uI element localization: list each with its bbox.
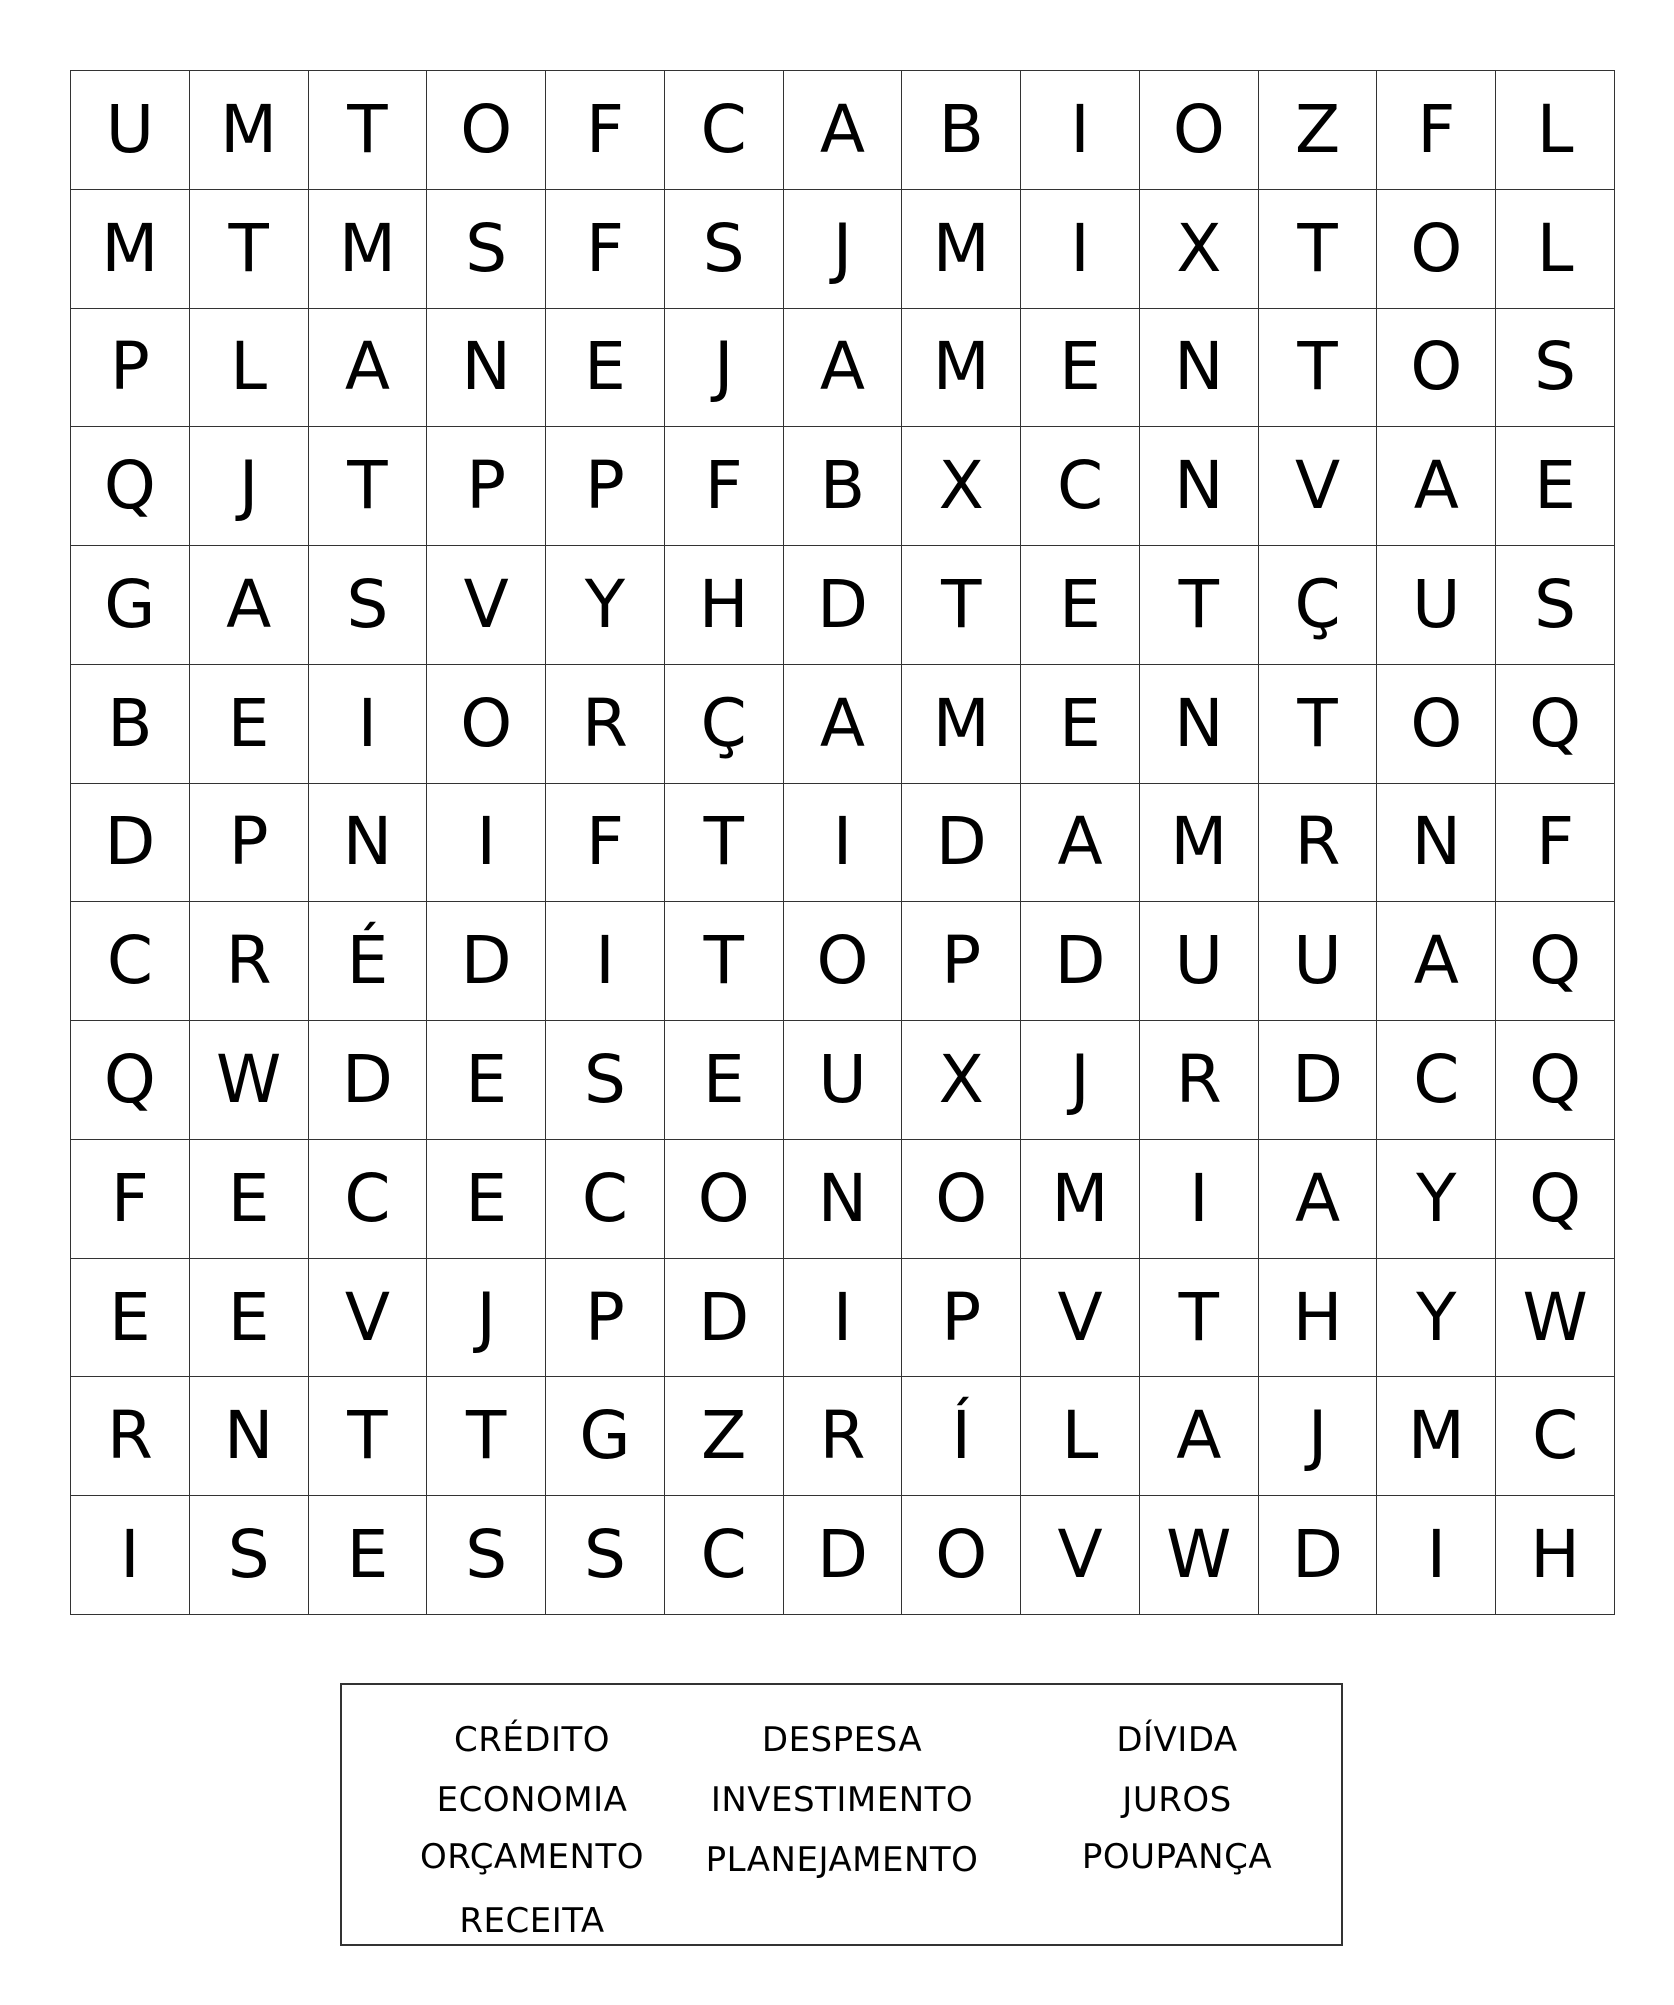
grid-cell[interactable]: I <box>784 784 903 903</box>
grid-cell[interactable]: T <box>309 1377 428 1496</box>
grid-cell[interactable]: A <box>190 546 309 665</box>
grid-cell[interactable]: S <box>665 190 784 309</box>
grid-cell[interactable]: M <box>902 309 1021 428</box>
grid-cell[interactable]: J <box>665 309 784 428</box>
grid-cell[interactable]: E <box>1496 427 1615 546</box>
grid-cell[interactable]: Z <box>665 1377 784 1496</box>
grid-cell[interactable]: M <box>902 665 1021 784</box>
grid-cell[interactable]: N <box>190 1377 309 1496</box>
grid-cell[interactable]: E <box>1021 309 1140 428</box>
grid-cell[interactable]: A <box>1021 784 1140 903</box>
grid-cell[interactable]: T <box>190 190 309 309</box>
grid-cell[interactable]: D <box>71 784 190 903</box>
grid-cell[interactable]: B <box>902 71 1021 190</box>
grid-cell[interactable]: F <box>546 784 665 903</box>
grid-cell[interactable]: D <box>427 902 546 1021</box>
grid-cell[interactable]: G <box>546 1377 665 1496</box>
grid-cell[interactable]: T <box>1259 665 1378 784</box>
word-bank-item: JUROS <box>1122 1780 1232 1820</box>
grid-cell[interactable]: T <box>1259 190 1378 309</box>
grid-cell[interactable]: D <box>665 1259 784 1378</box>
grid-cell[interactable]: O <box>1377 665 1496 784</box>
grid-cell[interactable]: X <box>1140 190 1259 309</box>
grid-cell[interactable]: P <box>427 427 546 546</box>
grid-cell[interactable]: D <box>784 1496 903 1615</box>
grid-cell[interactable]: O <box>427 71 546 190</box>
grid-cell[interactable]: I <box>1021 190 1140 309</box>
grid-cell[interactable]: R <box>1259 784 1378 903</box>
word-bank-item: ORÇAMENTO <box>420 1837 644 1877</box>
grid-cell[interactable]: S <box>546 1496 665 1615</box>
grid-cell[interactable]: V <box>309 1259 428 1378</box>
grid-cell[interactable]: I <box>546 902 665 1021</box>
grid-cell[interactable]: T <box>1259 309 1378 428</box>
grid-cell[interactable]: R <box>546 665 665 784</box>
grid-cell[interactable]: Y <box>546 546 665 665</box>
grid-cell[interactable]: J <box>1021 1021 1140 1140</box>
grid-cell[interactable]: S <box>190 1496 309 1615</box>
grid-cell[interactable]: O <box>902 1496 1021 1615</box>
grid-cell[interactable]: A <box>309 309 428 428</box>
grid-cell[interactable]: C <box>665 71 784 190</box>
grid-cell[interactable]: C <box>1496 1377 1615 1496</box>
grid-cell[interactable]: O <box>784 902 903 1021</box>
grid-cell[interactable]: H <box>1259 1259 1378 1378</box>
grid-cell[interactable]: A <box>1377 902 1496 1021</box>
grid-cell[interactable]: A <box>1377 427 1496 546</box>
grid-cell[interactable]: J <box>1259 1377 1378 1496</box>
grid-cell[interactable]: F <box>1377 71 1496 190</box>
grid-cell[interactable]: P <box>546 1259 665 1378</box>
grid-cell[interactable]: V <box>1021 1496 1140 1615</box>
grid-cell[interactable]: J <box>427 1259 546 1378</box>
grid-cell[interactable]: C <box>1021 427 1140 546</box>
grid-cell[interactable]: M <box>1377 1377 1496 1496</box>
grid-cell[interactable]: L <box>1021 1377 1140 1496</box>
grid-cell[interactable]: W <box>1140 1496 1259 1615</box>
grid-cell[interactable]: E <box>309 1496 428 1615</box>
grid-cell[interactable]: M <box>1140 784 1259 903</box>
grid-cell[interactable]: T <box>427 1377 546 1496</box>
grid-cell[interactable]: Q <box>1496 902 1615 1021</box>
grid-cell[interactable]: U <box>784 1021 903 1140</box>
grid-cell[interactable]: E <box>665 1021 784 1140</box>
grid-cell[interactable]: L <box>1496 71 1615 190</box>
grid-cell[interactable]: Q <box>1496 665 1615 784</box>
grid-cell[interactable]: E <box>427 1140 546 1259</box>
grid-cell[interactable]: S <box>1496 309 1615 428</box>
grid-cell[interactable]: E <box>190 665 309 784</box>
word-bank-item: DÍVIDA <box>1116 1720 1238 1760</box>
grid-cell[interactable]: D <box>1259 1021 1378 1140</box>
grid-cell[interactable]: Y <box>1377 1259 1496 1378</box>
grid-cell[interactable]: A <box>784 71 903 190</box>
grid-cell[interactable]: M <box>71 190 190 309</box>
grid-cell[interactable]: Y <box>1377 1140 1496 1259</box>
grid-cell[interactable]: B <box>71 665 190 784</box>
grid-cell[interactable]: C <box>71 902 190 1021</box>
grid-cell[interactable]: U <box>71 71 190 190</box>
grid-cell[interactable]: V <box>1259 427 1378 546</box>
grid-cell[interactable]: D <box>784 546 903 665</box>
grid-cell[interactable]: N <box>1377 784 1496 903</box>
grid-cell[interactable]: Q <box>1496 1140 1615 1259</box>
grid-cell[interactable]: F <box>546 71 665 190</box>
grid-cell[interactable]: L <box>1496 190 1615 309</box>
grid-cell[interactable]: M <box>902 190 1021 309</box>
grid-cell[interactable]: S <box>1496 546 1615 665</box>
grid-cell[interactable]: N <box>784 1140 903 1259</box>
grid-cell[interactable]: F <box>1496 784 1615 903</box>
grid-cell[interactable]: Í <box>902 1377 1021 1496</box>
grid-cell[interactable]: T <box>309 427 428 546</box>
grid-cell[interactable]: Q <box>1496 1021 1615 1140</box>
letter-grid <box>70 70 1615 1615</box>
grid-cell[interactable]: X <box>902 1021 1021 1140</box>
grid-cell[interactable]: D <box>1021 902 1140 1021</box>
grid-cell[interactable]: T <box>665 784 784 903</box>
grid-cell[interactable]: T <box>309 71 428 190</box>
grid-cell[interactable]: S <box>309 546 428 665</box>
grid-cell[interactable]: O <box>1377 309 1496 428</box>
grid-cell[interactable]: Ç <box>1259 546 1378 665</box>
grid-cell[interactable]: A <box>784 309 903 428</box>
grid-cell[interactable]: T <box>902 546 1021 665</box>
grid-cell[interactable]: O <box>1377 190 1496 309</box>
grid-cell[interactable]: I <box>309 665 428 784</box>
grid-cell[interactable]: E <box>1021 546 1140 665</box>
grid-cell[interactable]: I <box>71 1496 190 1615</box>
word-bank-item: DESPESA <box>761 1720 923 1760</box>
grid-cell[interactable]: D <box>902 784 1021 903</box>
grid-cell[interactable]: Z <box>1259 71 1378 190</box>
grid-cell[interactable]: U <box>1377 546 1496 665</box>
grid-cell[interactable]: H <box>1496 1496 1615 1615</box>
grid-cell[interactable]: O <box>665 1140 784 1259</box>
grid-cell[interactable]: T <box>1140 546 1259 665</box>
grid-cell[interactable]: A <box>1259 1140 1378 1259</box>
grid-cell[interactable]: B <box>784 427 903 546</box>
grid-cell[interactable]: U <box>1259 902 1378 1021</box>
grid-cell[interactable]: P <box>190 784 309 903</box>
grid-cell[interactable]: É <box>309 902 428 1021</box>
grid-cell[interactable]: I <box>1377 1496 1496 1615</box>
grid-cell[interactable]: I <box>1140 1140 1259 1259</box>
grid-cell[interactable]: V <box>427 546 546 665</box>
grid-cell[interactable]: N <box>309 784 428 903</box>
grid-cell[interactable]: R <box>190 902 309 1021</box>
grid-cell[interactable]: C <box>1377 1021 1496 1140</box>
grid-cell[interactable]: S <box>427 1496 546 1615</box>
grid-cell[interactable]: C <box>546 1140 665 1259</box>
word-bank-item: ECONOMIA <box>436 1780 628 1820</box>
word-bank-item: CRÉDITO <box>453 1720 611 1760</box>
grid-cell[interactable]: N <box>1140 309 1259 428</box>
grid-cell[interactable]: N <box>1140 665 1259 784</box>
grid-cell[interactable]: A <box>1140 1377 1259 1496</box>
grid-cell[interactable]: I <box>427 784 546 903</box>
grid-cell[interactable]: N <box>1140 427 1259 546</box>
grid-cell[interactable]: G <box>71 546 190 665</box>
grid-cell[interactable]: X <box>902 427 1021 546</box>
grid-cell[interactable]: E <box>546 309 665 428</box>
grid-cell[interactable]: F <box>546 190 665 309</box>
grid-cell[interactable]: Q <box>71 1021 190 1140</box>
grid-cell[interactable]: E <box>190 1259 309 1378</box>
grid-cell[interactable]: F <box>665 427 784 546</box>
grid-cell[interactable]: W <box>1496 1259 1615 1378</box>
grid-cell[interactable]: T <box>665 902 784 1021</box>
word-bank-item: INVESTIMENTO <box>710 1780 974 1820</box>
grid-cell[interactable]: O <box>427 665 546 784</box>
grid-cell[interactable]: S <box>427 190 546 309</box>
grid-cell[interactable]: U <box>1140 902 1259 1021</box>
grid-cell[interactable]: P <box>902 1259 1021 1378</box>
grid-cell[interactable]: E <box>1021 665 1140 784</box>
grid-cell[interactable]: J <box>190 427 309 546</box>
grid-cell[interactable]: L <box>190 309 309 428</box>
grid-cell[interactable]: D <box>1259 1496 1378 1615</box>
grid-cell[interactable]: W <box>190 1021 309 1140</box>
word-bank-item: RECEITA <box>459 1901 605 1941</box>
grid-cell[interactable]: E <box>190 1140 309 1259</box>
grid-cell[interactable]: T <box>1140 1259 1259 1378</box>
grid-cell[interactable]: N <box>427 309 546 428</box>
grid-cell[interactable]: I <box>1021 71 1140 190</box>
grid-cell[interactable]: C <box>309 1140 428 1259</box>
grid-cell[interactable]: P <box>546 427 665 546</box>
grid-cell[interactable]: A <box>784 665 903 784</box>
grid-cell[interactable]: M <box>1021 1140 1140 1259</box>
grid-cell[interactable]: O <box>1140 71 1259 190</box>
grid-cell[interactable]: H <box>665 546 784 665</box>
grid-cell[interactable]: V <box>1021 1259 1140 1378</box>
grid-cell[interactable]: E <box>71 1259 190 1378</box>
grid-cell[interactable]: R <box>1140 1021 1259 1140</box>
grid-cell[interactable]: Ç <box>665 665 784 784</box>
grid-cell[interactable]: R <box>71 1377 190 1496</box>
grid-cell[interactable]: P <box>71 309 190 428</box>
grid-cell[interactable]: M <box>309 190 428 309</box>
grid-cell[interactable]: Q <box>71 427 190 546</box>
word-bank-item: PLANEJAMENTO <box>705 1840 979 1880</box>
grid-cell[interactable]: I <box>784 1259 903 1378</box>
grid-cell[interactable]: J <box>784 190 903 309</box>
word-bank-item: POUPANÇA <box>1081 1837 1273 1877</box>
grid-cell[interactable]: O <box>902 1140 1021 1259</box>
grid-cell[interactable]: D <box>309 1021 428 1140</box>
grid-cell[interactable]: C <box>665 1496 784 1615</box>
word-bank <box>340 1683 1343 1946</box>
grid-cell[interactable]: S <box>546 1021 665 1140</box>
grid-cell[interactable]: R <box>784 1377 903 1496</box>
grid-cell[interactable]: E <box>427 1021 546 1140</box>
grid-cell[interactable]: F <box>71 1140 190 1259</box>
grid-cell[interactable]: P <box>902 902 1021 1021</box>
grid-cell[interactable]: M <box>190 71 309 190</box>
